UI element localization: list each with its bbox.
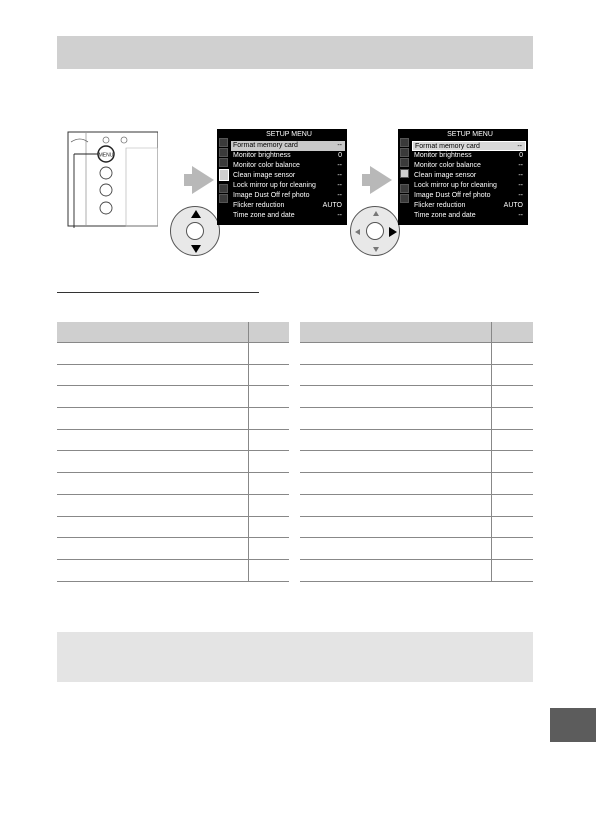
menu-item-time-zone[interactable]: Time zone and date -- [233, 212, 342, 219]
menu-item-format-memory-card[interactable]: Format memory card -- [412, 141, 526, 151]
step-arrow-1 [192, 166, 214, 194]
table-row [300, 386, 533, 408]
svg-text:MENU: MENU [98, 152, 114, 159]
note-box [57, 632, 533, 682]
table-header-row [300, 322, 533, 343]
setup-menu-screen-2 [398, 129, 528, 225]
chapter-tab [550, 708, 596, 742]
table-row [300, 559, 533, 581]
table-row [300, 408, 533, 430]
table-row [57, 343, 289, 365]
menu-item-flicker-reduction[interactable]: Flicker reduction AUTO [414, 202, 523, 209]
table-row [300, 538, 533, 560]
multi-selector-right [350, 206, 400, 256]
menu-item-lock-mirror[interactable]: Lock mirror up for cleaning -- [414, 182, 523, 189]
table-row [57, 408, 289, 430]
table-header-row [57, 322, 289, 343]
table-row [57, 386, 289, 408]
table-row [57, 429, 289, 451]
menu-item-monitor-color-balance[interactable]: Monitor color balance -- [414, 162, 523, 169]
table-row [57, 364, 289, 386]
table-row [57, 538, 289, 560]
menu-item-time-zone[interactable]: Time zone and date -- [414, 212, 523, 219]
setup-menu-screen-1 [217, 129, 347, 225]
multi-selector-up-down [170, 206, 220, 256]
table-row [57, 516, 289, 538]
menu-item-flicker-reduction[interactable]: Flicker reduction AUTO [233, 202, 342, 209]
table-row [57, 473, 289, 495]
menu-item-clean-image-sensor[interactable]: Clean image sensor -- [233, 172, 342, 179]
table-row [300, 473, 533, 495]
menu-tabs [399, 136, 410, 224]
menu-item-image-dust-off[interactable]: Image Dust Off ref photo -- [233, 192, 342, 199]
table-row [300, 364, 533, 386]
heading-underline [57, 292, 259, 293]
menu-item-clean-image-sensor[interactable]: Clean image sensor -- [414, 172, 523, 179]
camera-back-illustration [66, 128, 158, 228]
table-row [300, 429, 533, 451]
screen-title: SETUP MENU [266, 131, 312, 138]
table-row [57, 559, 289, 581]
step-arrow-2 [370, 166, 392, 194]
menu-item-monitor-color-balance[interactable]: Monitor color balance -- [233, 162, 342, 169]
table-row [57, 451, 289, 473]
menu-item-image-dust-off[interactable]: Image Dust Off ref photo -- [414, 192, 523, 199]
section-header-bar [57, 36, 533, 69]
screen-title: SETUP MENU [447, 131, 493, 138]
table-row [300, 343, 533, 365]
menu-item-monitor-brightness[interactable]: Monitor brightness 0 [233, 152, 342, 159]
table-row [300, 494, 533, 516]
menu-item-monitor-brightness[interactable]: Monitor brightness 0 [414, 152, 523, 159]
table-row [300, 451, 533, 473]
menu-tabs [218, 136, 229, 224]
options-table-left [57, 322, 289, 582]
table-row [57, 494, 289, 516]
table-row [300, 516, 533, 538]
menu-item-format-memory-card[interactable]: Format memory card -- [231, 141, 345, 151]
options-table-right [300, 322, 533, 582]
menu-item-lock-mirror[interactable]: Lock mirror up for cleaning -- [233, 182, 342, 189]
